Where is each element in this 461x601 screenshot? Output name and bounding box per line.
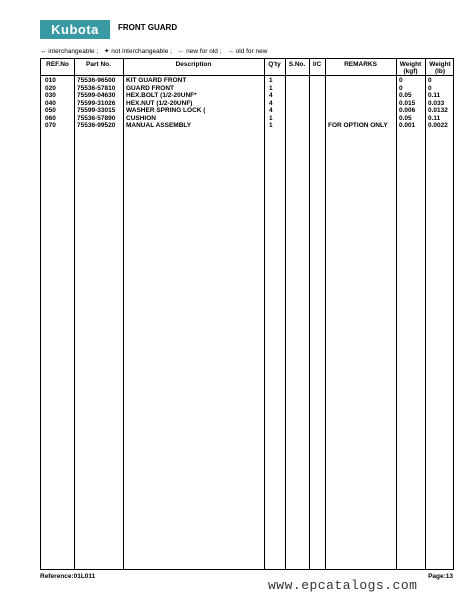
header-weight-kgf: Weight (kgf) — [399, 61, 422, 75]
header-weight-lb: Weight (lb) — [429, 61, 451, 75]
cell-part-no: 75536-99520 — [77, 122, 116, 129]
cell-description: HEX.NUT (1/2-20UNF) — [126, 99, 193, 107]
header-divider — [41, 75, 453, 76]
cell-part-no: 75536-96500 — [77, 77, 116, 84]
column-divider — [123, 59, 124, 569]
cell-description: KIT GUARD FRONT — [126, 77, 187, 84]
interchange-legend — [40, 47, 271, 55]
column-divider — [396, 59, 397, 569]
header-ic: I/C — [312, 61, 322, 68]
cell-ref: 060 — [45, 114, 56, 122]
cell-ref: 070 — [45, 122, 56, 129]
cell-ref: 010 — [45, 77, 56, 84]
header-qty: Q'ty — [268, 61, 281, 68]
cell-weight-lb: 0.11 — [428, 114, 441, 122]
parts-table — [40, 58, 454, 570]
legend-not-interchangeable: ✦ not interchangeable ; — [104, 48, 172, 55]
cell-weight-lb: 0.0022 — [428, 122, 448, 129]
column-divider — [264, 59, 265, 569]
cell-part-no: 75536-57890 — [77, 114, 116, 122]
table-row — [41, 122, 453, 129]
cell-weight-kgf: 0.015 — [399, 99, 416, 107]
cell-weight-kgf: 0 — [399, 84, 403, 92]
table-row — [41, 77, 453, 84]
cell-description: GUARD FRONT — [126, 84, 175, 92]
header-description: Description — [175, 61, 212, 68]
cell-remarks: FOR OPTION ONLY — [328, 122, 388, 129]
cell-description: HEX.BOLT (1/2-20UNF* — [126, 92, 197, 99]
cell-weight-lb: 0 — [428, 77, 432, 84]
page-number: Page:13 — [428, 573, 453, 580]
column-divider — [325, 59, 326, 569]
cell-qty: 4 — [269, 92, 273, 99]
cell-part-no: 75599-33015 — [77, 107, 116, 114]
cell-weight-lb: 0.033 — [428, 99, 445, 107]
cell-ref: 020 — [45, 84, 56, 92]
header-ref: REF.No — [46, 61, 69, 68]
cell-part-no: 75599-31026 — [77, 99, 116, 107]
cell-qty: 1 — [269, 114, 273, 122]
column-divider — [425, 59, 426, 569]
cell-description: WASHER SPRING LOCK ( — [126, 107, 206, 114]
cell-qty: 1 — [269, 122, 273, 129]
reference-label: Reference:01L011 — [40, 573, 96, 580]
legend-interchangeable: ↔ interchangeable ; — [40, 48, 99, 55]
cell-weight-lb: 0.11 — [428, 92, 441, 99]
header-remarks: REMARKS — [344, 61, 377, 68]
cell-part-no: 75536-57810 — [77, 84, 116, 92]
cell-weight-kgf: 0.05 — [399, 92, 412, 99]
cell-ref: 030 — [45, 92, 56, 99]
header-sno: S.No. — [288, 61, 306, 68]
cell-qty: 4 — [269, 99, 273, 107]
kubota-logo: Kubota — [40, 20, 110, 39]
legend-old-for-new: → old for new — [227, 48, 268, 55]
legend-new-for-old: ← new for old ; — [177, 48, 222, 55]
cell-ref: 040 — [45, 99, 56, 107]
cell-qty: 4 — [269, 107, 273, 114]
table-row — [41, 115, 453, 122]
cell-ref: 050 — [45, 107, 56, 114]
table-row — [41, 107, 453, 114]
watermark: www.epcatalogs.com — [268, 578, 418, 593]
cell-weight-lb: 0.0132 — [428, 107, 448, 114]
cell-qty: 1 — [269, 77, 273, 84]
column-divider — [74, 59, 75, 569]
cell-description: CUSHION — [126, 114, 156, 122]
cell-weight-kgf: 0 — [399, 77, 403, 84]
table-row — [41, 100, 453, 107]
cell-description: MANUAL ASSEMBLY — [126, 122, 192, 129]
column-divider — [285, 59, 286, 569]
cell-weight-kgf: 0.006 — [399, 107, 416, 114]
column-divider — [309, 59, 310, 569]
table-row — [41, 92, 453, 99]
cell-weight-kgf: 0.05 — [399, 114, 412, 122]
cell-part-no: 75599-04630 — [77, 92, 116, 99]
table-row — [41, 85, 453, 92]
page-title: FRONT GUARD — [118, 23, 178, 32]
cell-weight-kgf: 0.001 — [399, 122, 416, 129]
cell-qty: 1 — [269, 84, 273, 92]
header-part-no: Part No. — [86, 61, 111, 68]
cell-weight-lb: 0 — [428, 84, 432, 92]
